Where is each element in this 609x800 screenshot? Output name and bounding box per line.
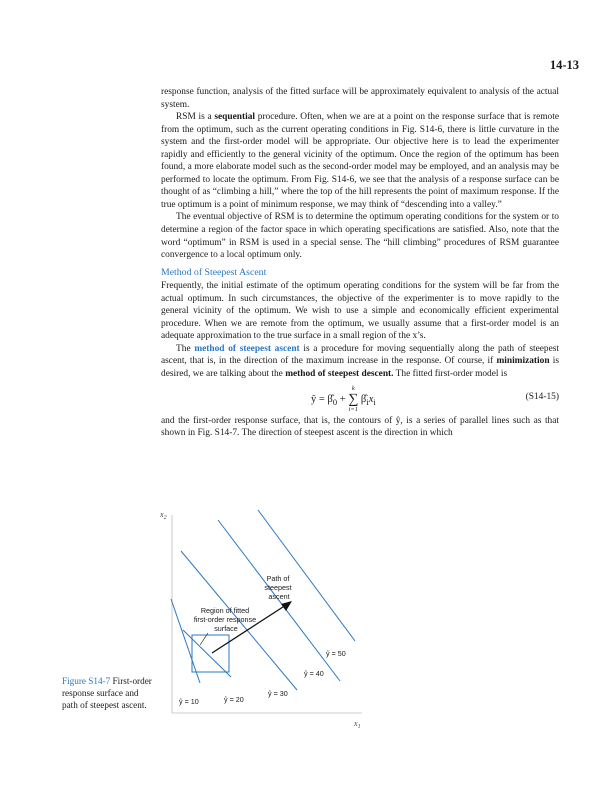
region-of-fitted-surface xyxy=(192,635,229,672)
contour-label-50: ŷ = 50 xyxy=(326,649,346,658)
arrow-head-icon xyxy=(281,601,292,611)
page-number: 14-13 xyxy=(549,58,579,72)
y-axis-label: $x_2$ xyxy=(160,510,167,521)
paragraph-1: response function, analysis of the fitted surface will be approximately equivalent to analysis of the actual system. xyxy=(161,87,559,110)
contour-line-10b xyxy=(171,599,200,683)
section-heading: Method of Steepest Ascent xyxy=(161,266,267,278)
paragraph-5: The method of steepest ascent is a procedure for moving sequentially along the path of steepest ascent, that is, in the direction of the maximum increase in the response. Of course, if minimization is desired, we are talking about the method of steepest descent. The fitted first-order model is xyxy=(161,343,560,380)
path-label: Path of steepest ascent xyxy=(264,574,292,601)
keyword-steepest-ascent: method of steepest ascent xyxy=(194,343,300,354)
keyword-minimization: minimization xyxy=(496,356,550,367)
paragraph-6: and the first-order response surface, that is, the contours of ŷ, is a series of parallel lines such as that shown in Fig. S14-7. The direction of steepest ascent is the direction in which xyxy=(161,415,559,439)
contour-label-20: ŷ = 20 xyxy=(224,695,244,704)
contour-label-40: ŷ = 40 xyxy=(304,669,324,678)
paragraph-3: The eventual objective of RSM is to determine the optimum operating conditions for the system or to determine a region of the factor space in which operating specifications are satisfied. Also, note that the word “optimum” in RSM is used in a special sense. The “hill climbing” procedures of RSM guarantee convergence to a local optimum only. xyxy=(161,212,559,261)
paragraph-2: RSM is a sequential procedure. Often, when we are at a point on the response surface that is remote from the optimum, such as the current operating conditions in Fig. S14-6, there is little curvature in the system and the first-order model will be appropriate. Our objective here is to lead the experimenter rapidly and efficiently to the general vicinity of the optimum. Once the region of the optimum has been found, a more elaborate model such as the second-order model may be employed, and an analysis may be performed to locate the optimum. From Fig. S14-6, we see that the analysis of a response surface can be thought of as “climbing a hill,” where the top of the hill represents the point of maximum response. If the true optimum is a point of minimum response, we may think of “descending into a valley.” xyxy=(161,112,560,210)
contour-label-30: ŷ = 30 xyxy=(268,689,288,698)
figure-caption: Figure S14-7 First-order response surface and path of steepest ascent. xyxy=(62,676,152,710)
equation-body: ŷ = $\betâ_0$ + k ∑ i=1 $\betâ_ix_i$ xyxy=(311,384,376,413)
contour-label-10: ŷ = 10 xyxy=(179,697,199,706)
equation-number: (S14-15) xyxy=(525,391,559,402)
paragraph-4: Frequently, the initial estimate of the optimum operating conditions for the system will be far from the actual optimum. In such circumstances, the objective of the experimenter is to move rapidly to the general vicinity of the optimum. We wish to use a simple and economically efficient experimental procedure. When we are remote from the optimum, we usually assume that a first-order model is an adequate approximation to the true surface in a small region of the x’s. xyxy=(161,281,559,342)
caption-label: Figure S14-7 xyxy=(62,676,111,686)
x-axis-label: $x_1$ xyxy=(354,719,361,730)
keyword-steepest-descent: method of steepest descent. xyxy=(285,369,394,380)
keyword-sequential: sequential xyxy=(214,112,256,123)
region-label: Region of fitted first-order response surface xyxy=(193,606,257,633)
